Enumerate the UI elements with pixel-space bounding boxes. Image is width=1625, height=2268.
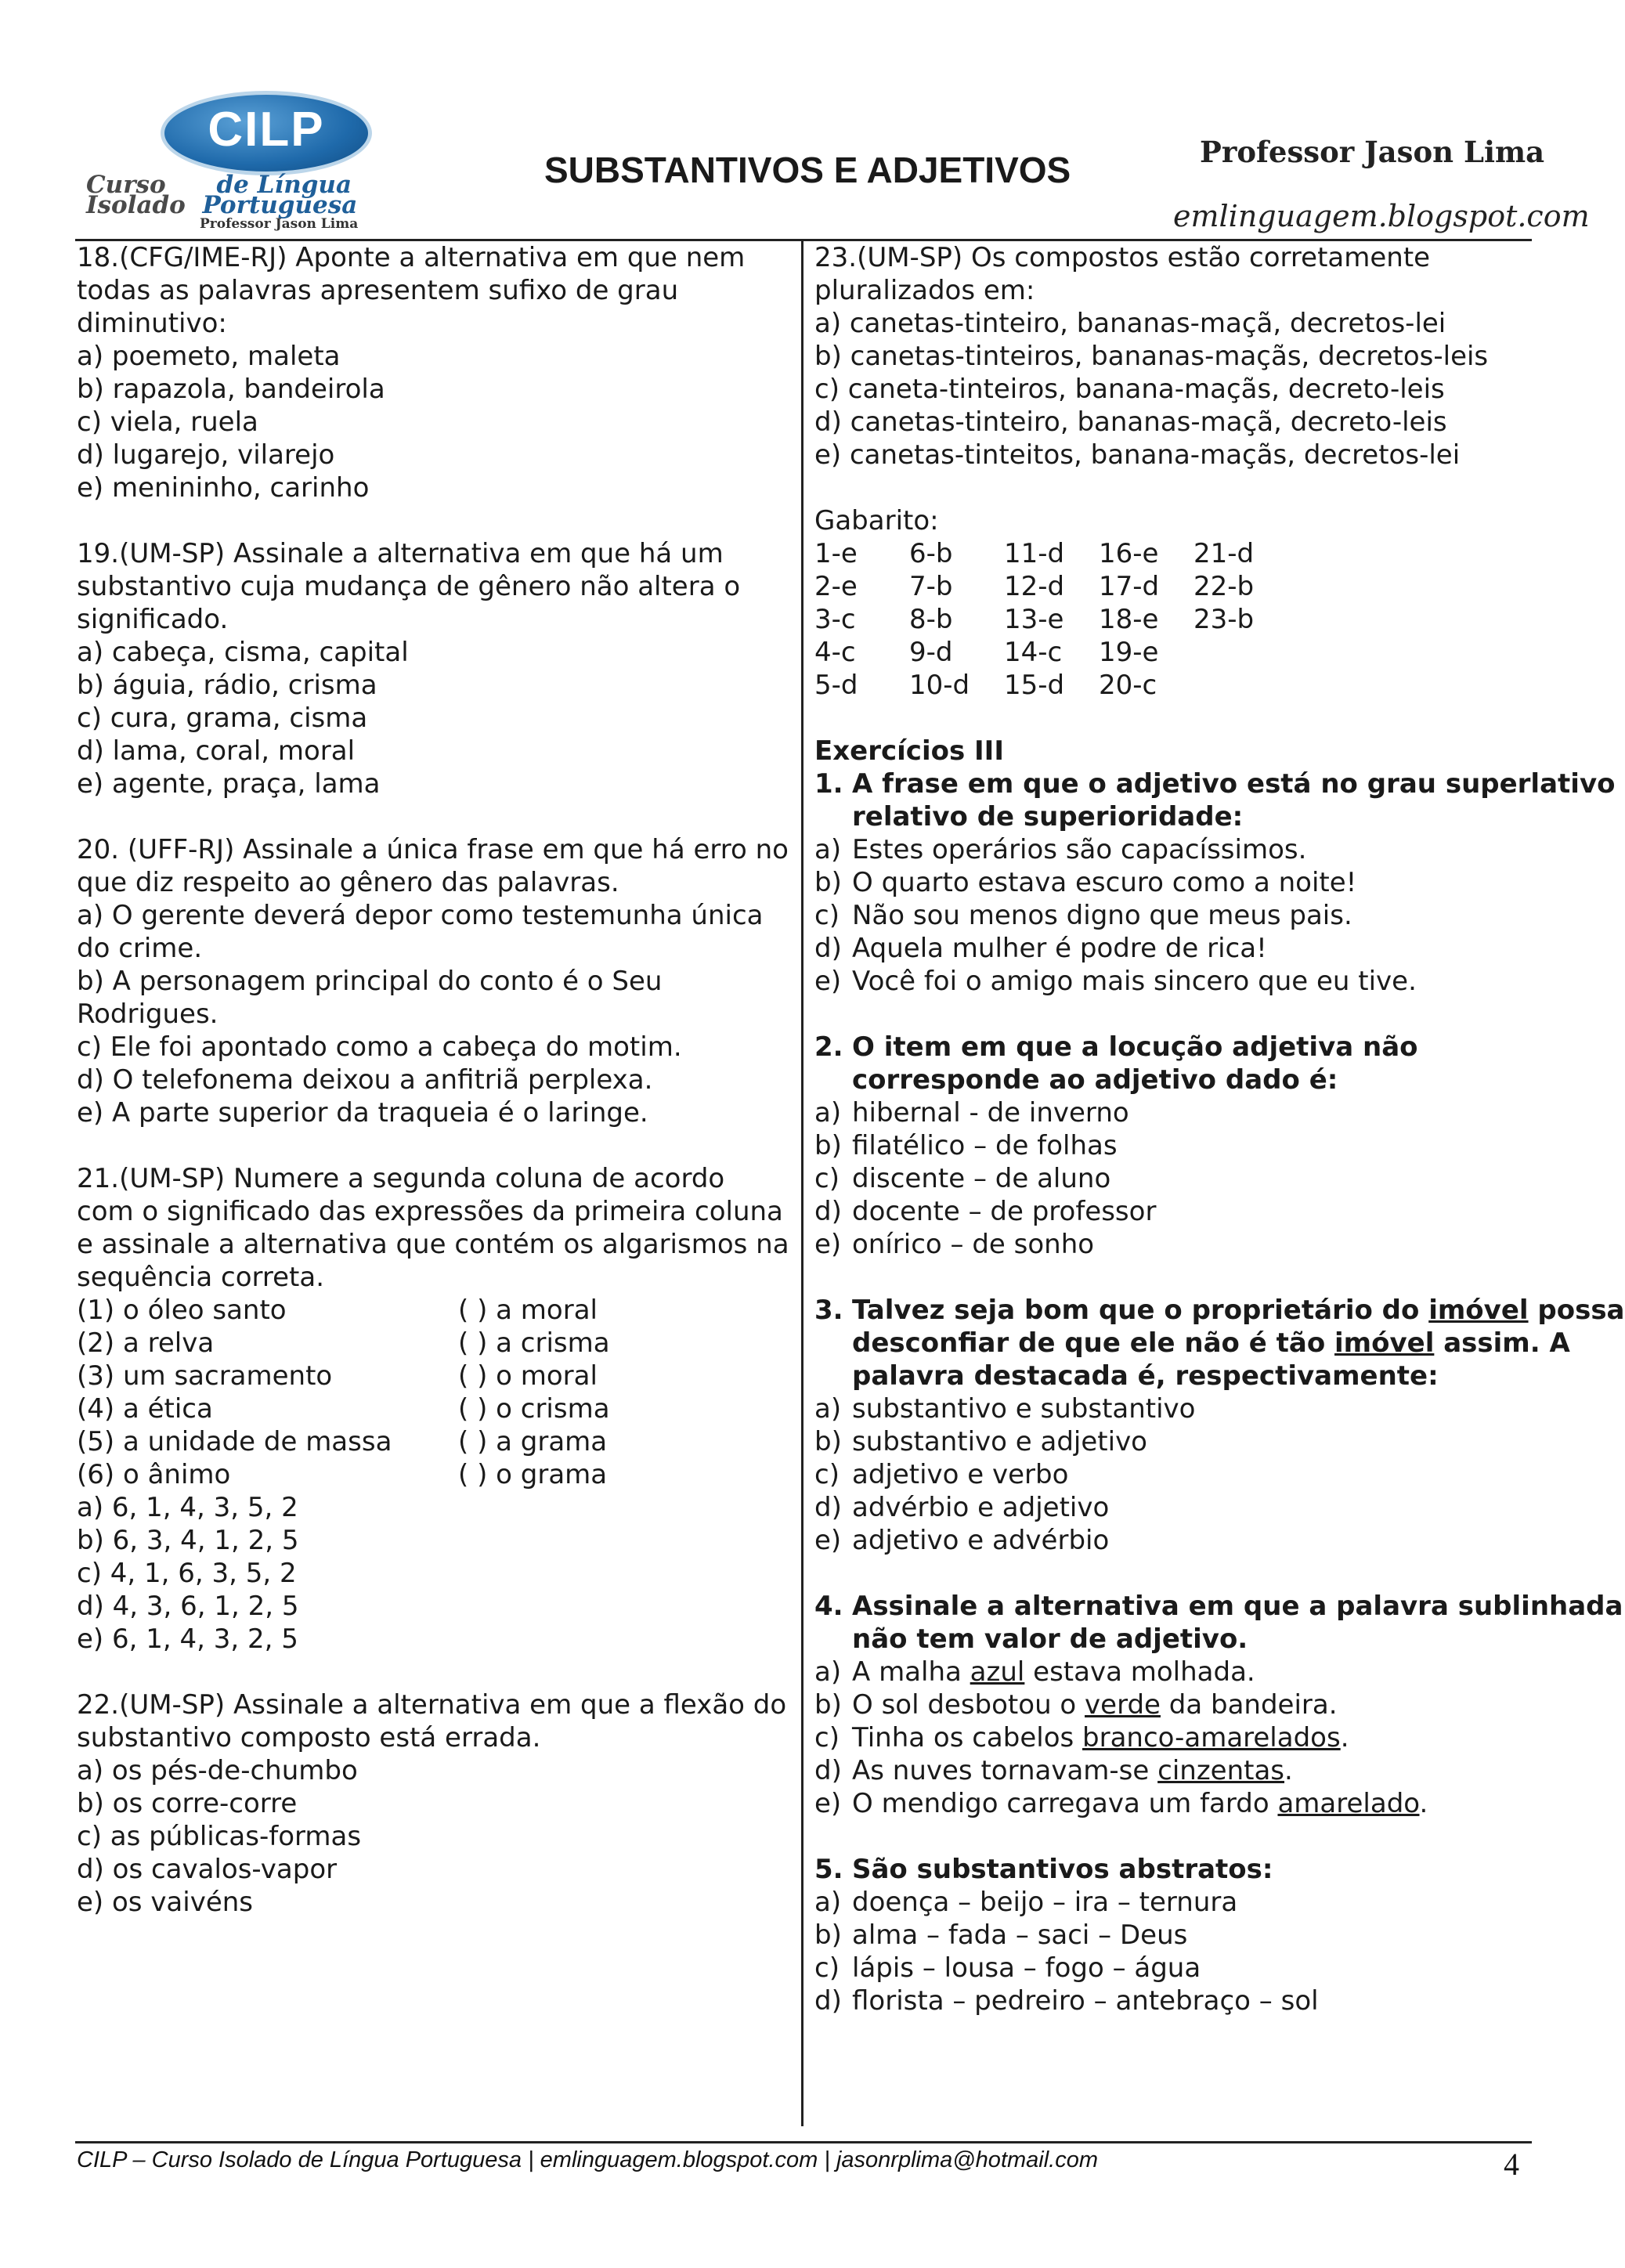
option: e) menininho, carinho: [77, 472, 370, 504]
option: c) cura, grama, cisma: [77, 702, 368, 734]
answer-key-row: 2-e 7-b 12-d 17-d 22-b: [814, 571, 1255, 602]
option: e) O mendigo carregava um fardo amarelado.: [814, 1788, 1428, 1819]
question-stem-line: 22.(UM-SP) Assinale a alternativa em que a flexão do: [77, 1689, 787, 1721]
matching-right: ( ) o crisma: [458, 1393, 610, 1425]
exercise-4: [814, 1590, 1623, 1820]
matching-right: ( ) o grama: [458, 1459, 608, 1490]
matching-row: [77, 1294, 785, 1327]
matching-row: [77, 1392, 785, 1425]
footer-text: CILP – Curso Isolado de Língua Portuguesa | emlinguagem.blogspot.com | jasonrplima@hotmail.com: [77, 2147, 1099, 2172]
footer-divider: [75, 2141, 1532, 2143]
blog-url: emlinguagem.blogspot.com: [1173, 199, 1590, 233]
question-stem-line: 20. (UFF-RJ) Assinale a única frase em que há erro no: [77, 834, 789, 865]
option: a) 6, 1, 4, 3, 5, 2: [77, 1492, 298, 1523]
column-divider: [801, 239, 803, 2126]
logo-line-1: Curso de Língua: [86, 171, 352, 199]
answer-key-row: 3-c 8-b 13-e 18-e 23-b: [814, 604, 1255, 635]
question-stem-line: 4. Assinale a alternativa em que a palavra sublinhada: [814, 1591, 1623, 1622]
question-19: [77, 537, 785, 800]
option: b) filatélico – de folhas: [814, 1130, 1118, 1161]
underlined-word: imóvel: [1428, 1295, 1529, 1326]
option: b) os corre-corre: [77, 1788, 298, 1819]
question-stem-line: 18.(CFG/IME-RJ) Aponte a alternativa em que nem: [77, 242, 746, 273]
question-stem-line: 3. Talvez seja bom que o proprietário do imóvel possa: [814, 1295, 1625, 1326]
exercise-1: [814, 767, 1616, 998]
matching-row: [77, 1458, 785, 1491]
question-stem-line: substantivo composto está errada.: [77, 1722, 541, 1753]
option: d) advérbio e adjetivo: [814, 1492, 1110, 1523]
question-18: [77, 241, 785, 504]
answer-key-row: 1-e 6-b 11-d 16-e 21-d: [814, 538, 1255, 569]
question-stem-line: não tem valor de adjetivo.: [852, 1623, 1248, 1655]
answer-key-row: 4-c 9-d 14-c 19-e: [814, 637, 1159, 668]
option: c) adjetivo e verbo: [814, 1459, 1069, 1490]
option: a) O gerente deverá depor como testemunha única: [77, 900, 764, 931]
option: e) 6, 1, 4, 3, 2, 5: [77, 1623, 298, 1655]
question-stem-line: corresponde ao adjetivo dado é:: [852, 1064, 1338, 1096]
matching-left: (4) a ética: [77, 1393, 213, 1425]
matching-row: [77, 1360, 785, 1392]
option: d) As nuves tornavam-se cinzentas.: [814, 1755, 1293, 1786]
question-21: [77, 1162, 789, 1656]
option: b) O quarto estava escuro como a noite!: [814, 867, 1357, 898]
option: c) as públicas-formas: [77, 1821, 362, 1852]
option: b) 6, 3, 4, 1, 2, 5: [77, 1525, 299, 1556]
option: Rodrigues.: [77, 999, 218, 1030]
option: d) Aquela mulher é podre de rica!: [814, 933, 1267, 964]
matching-right: ( ) a crisma: [458, 1327, 610, 1359]
option: a) canetas-tinteiro, bananas-maçã, decretos-lei: [814, 308, 1446, 339]
option: c) Ele foi apontado como a cabeça do motim.: [77, 1031, 682, 1063]
underlined-word: azul: [970, 1656, 1025, 1688]
question-20: [77, 833, 789, 1129]
option: e) os vaivéns: [77, 1887, 254, 1918]
option: c) viela, ruela: [77, 406, 258, 438]
option: e) Você foi o amigo mais sincero que eu tive.: [814, 966, 1417, 997]
exercise-3: [814, 1294, 1625, 1557]
option: e) canetas-tinteitos, banana-maçãs, decretos-lei: [814, 439, 1461, 471]
option: a) hibernal - de inverno: [814, 1097, 1129, 1129]
matching-row: [77, 1425, 785, 1458]
option: c) caneta-tinteiros, banana-maçãs, decreto-leis: [814, 374, 1445, 405]
matching-row: [77, 1327, 785, 1360]
question-stem-line: com o significado das expressões da primeira coluna: [77, 1196, 783, 1227]
author-name: Professor Jason Lima: [1200, 135, 1545, 169]
question-stem-line: 19.(UM-SP) Assinale a alternativa em que há um: [77, 538, 724, 569]
question-stem-line: substantivo cuja mudança de gênero não altera o: [77, 571, 741, 602]
left-column: [77, 241, 789, 1919]
question-stem-line: diminutivo:: [77, 308, 227, 339]
option: b) alma – fada – saci – Deus: [814, 1919, 1188, 1951]
question-22: [77, 1688, 785, 1919]
option: c) Tinha os cabelos branco-amarelados.: [814, 1722, 1349, 1753]
matching-right: ( ) a grama: [458, 1426, 608, 1457]
logo-line-3: Professor Jason Lima: [200, 216, 359, 232]
option: a) os pés-de-chumbo: [77, 1755, 358, 1786]
option: d) os cavalos-vapor: [77, 1854, 338, 1885]
option: c) Não sou menos digno que meus pais.: [814, 900, 1352, 931]
matching-left: (1) o óleo santo: [77, 1295, 287, 1326]
option: d) canetas-tinteiro, bananas-maçã, decreto-leis: [814, 406, 1447, 438]
question-stem-line: e assinale a alternativa que contém os algarismos na: [77, 1229, 789, 1260]
question-stem-line: relativo de superioridade:: [852, 801, 1244, 832]
question-stem-line: significado.: [77, 604, 229, 635]
option: d) florista – pedreiro – antebraço – sol: [814, 1985, 1319, 2017]
matching-left: (2) a relva: [77, 1327, 215, 1359]
option: e) agente, praça, lama: [77, 768, 381, 800]
section-title: Exercícios III: [814, 735, 1004, 767]
question-stem-line: que diz respeito ao gênero das palavras.: [77, 867, 619, 898]
cilp-logo: [86, 91, 423, 232]
underlined-word: imóvel: [1334, 1327, 1435, 1359]
option: a) poemeto, maleta: [77, 341, 341, 372]
question-stem-line: desconfiar de que ele não é tão imóvel assim. A: [852, 1327, 1570, 1359]
option: b) águia, rádio, crisma: [77, 670, 377, 701]
option: c) 4, 1, 6, 3, 5, 2: [77, 1558, 297, 1589]
logo-brand: CILP: [208, 103, 325, 157]
right-column: [814, 241, 1625, 2017]
option: b) rapazola, bandeirola: [77, 374, 385, 405]
matching-right: ( ) a moral: [458, 1295, 598, 1326]
option: a) Estes operários são capacíssimos.: [814, 834, 1307, 865]
option: b) canetas-tinteiros, bananas-maçãs, decretos-leis: [814, 341, 1489, 372]
question-stem-line: 2. O item em que a locução adjetiva não: [814, 1031, 1418, 1063]
option: c) lápis – lousa – fogo – água: [814, 1952, 1201, 1984]
question-stem-line: 1. A frase em que o adjetivo está no grau superlativo: [814, 768, 1616, 800]
answer-key-title: Gabarito:: [814, 505, 939, 536]
question-stem-line: pluralizados em:: [814, 275, 1035, 306]
page-number: 4: [1504, 2147, 1519, 2182]
option: d) 4, 3, 6, 1, 2, 5: [77, 1591, 299, 1622]
matching-left: (6) o ânimo: [77, 1459, 231, 1490]
option: e) onírico – de sonho: [814, 1229, 1095, 1260]
option: d) lama, coral, moral: [77, 735, 356, 767]
underlined-word: verde: [1085, 1689, 1161, 1721]
option: a) substantivo e substantivo: [814, 1393, 1196, 1425]
matching-left: (5) a unidade de massa: [77, 1426, 392, 1457]
option: d) docente – de professor: [814, 1196, 1157, 1227]
option: d) lugarejo, vilarejo: [77, 439, 335, 471]
answer-key-row: 5-d 10-d 15-d 20-c: [814, 670, 1157, 701]
answer-key: [814, 504, 1543, 702]
question-23: [814, 241, 1543, 471]
matching-left: (3) um sacramento: [77, 1360, 333, 1392]
question-stem-line: todas as palavras apresentem sufixo de grau: [77, 275, 679, 306]
matching-right: ( ) o moral: [458, 1360, 598, 1392]
option: a) A malha azul estava molhada.: [814, 1656, 1255, 1688]
option: b) A personagem principal do conto é o Seu: [77, 966, 663, 997]
underlined-word: branco-amarelados: [1082, 1722, 1341, 1753]
option: c) discente – de aluno: [814, 1163, 1111, 1194]
option: a) doença – beijo – ira – ternura: [814, 1887, 1238, 1918]
question-stem-line: 5. São substantivos abstratos:: [814, 1854, 1273, 1885]
question-stem-line: 23.(UM-SP) Os compostos estão corretamente: [814, 242, 1431, 273]
logo-line-2: Isolado Portuguesa: [86, 191, 358, 219]
exercise-5: [814, 1853, 1543, 2017]
option: do crime.: [77, 933, 203, 964]
exercise-2: [814, 1031, 1543, 1261]
option: a) cabeça, cisma, capital: [77, 637, 409, 668]
option: d) O telefonema deixou a anfitriã perplexa.: [77, 1064, 653, 1096]
question-stem-line: sequência correta.: [77, 1262, 325, 1293]
option: b) O sol desbotou o verde da bandeira.: [814, 1689, 1338, 1721]
page-title: SUBSTANTIVOS E ADJETIVOS: [544, 150, 1071, 190]
question-stem-line: palavra destacada é, respectivamente:: [852, 1360, 1439, 1392]
underlined-word: cinzentas: [1157, 1755, 1285, 1786]
question-stem-line: 21.(UM-SP) Numere a segunda coluna de acordo: [77, 1163, 725, 1194]
underlined-word: amarelado: [1277, 1788, 1420, 1819]
option: b) substantivo e adjetivo: [814, 1426, 1147, 1457]
option: e) adjetivo e advérbio: [814, 1525, 1110, 1556]
option: e) A parte superior da traqueia é o laringe.: [77, 1097, 648, 1129]
